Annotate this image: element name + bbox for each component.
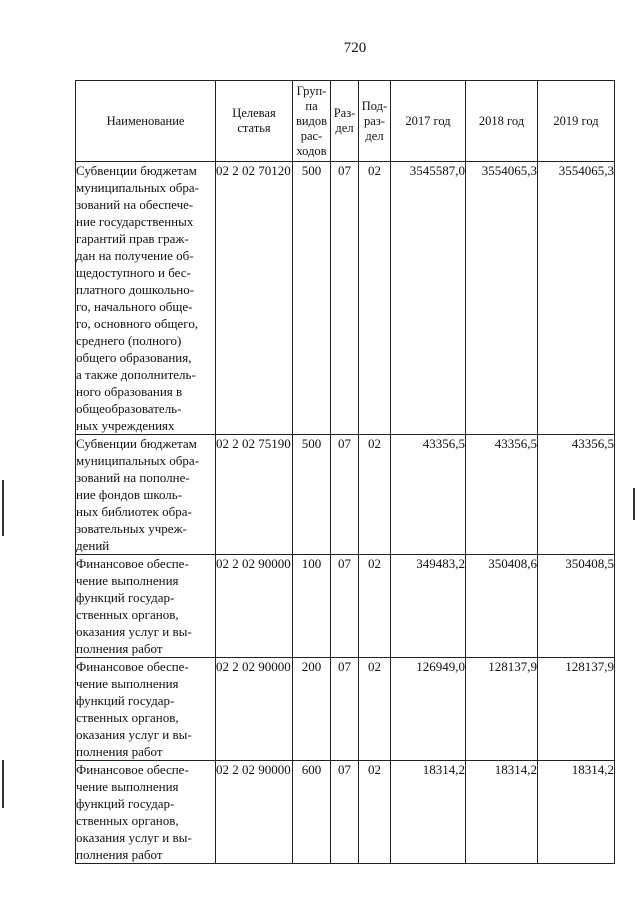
row-2017: 3545587,0 bbox=[391, 162, 466, 435]
table-row bbox=[76, 435, 615, 555]
row-name-line: ных библиотек обра- bbox=[76, 504, 192, 519]
header-line: Под- bbox=[361, 98, 388, 113]
row-2018: 3554065,3 bbox=[466, 162, 538, 435]
row-section: 07 bbox=[331, 435, 359, 555]
scan-edge-mark bbox=[633, 488, 635, 520]
row-2017: 43356,5 bbox=[391, 435, 466, 555]
row-section: 07 bbox=[331, 162, 359, 435]
row-name bbox=[76, 555, 216, 658]
row-group: 600 bbox=[293, 761, 331, 864]
row-group: 100 bbox=[293, 555, 331, 658]
row-name-line: оказания услуг и вы- bbox=[76, 727, 192, 742]
row-2017: 18314,2 bbox=[391, 761, 466, 864]
row-section: 07 bbox=[331, 761, 359, 864]
row-subsection: 02 bbox=[359, 162, 391, 435]
header-line: раз- bbox=[364, 113, 385, 128]
row-2018: 43356,5 bbox=[466, 435, 538, 555]
row-section: 07 bbox=[331, 555, 359, 658]
row-name-line: го, начального обще- bbox=[76, 299, 193, 314]
row-name-line: среднего (полного) bbox=[76, 333, 182, 348]
row-name-line: гарантий прав граж- bbox=[76, 231, 189, 246]
row-name-line: полнения работ bbox=[76, 641, 163, 656]
row-2019: 18314,2 bbox=[538, 761, 615, 864]
row-name-line: дений bbox=[76, 538, 110, 553]
header-target bbox=[216, 81, 293, 162]
scan-edge-mark bbox=[2, 760, 4, 808]
budget-table bbox=[75, 80, 615, 864]
row-name-line: Субвенции бюджетам bbox=[76, 163, 197, 178]
header-line: дел bbox=[365, 128, 384, 143]
row-target: 02 2 02 75190 bbox=[216, 435, 293, 555]
row-name-line: щедоступного и бес- bbox=[76, 265, 191, 280]
row-subsection: 02 bbox=[359, 761, 391, 864]
row-name-line: муниципальных обра- bbox=[76, 453, 199, 468]
header-section bbox=[331, 81, 359, 162]
row-2019: 128137,9 bbox=[538, 658, 615, 761]
row-section: 07 bbox=[331, 658, 359, 761]
row-name-line: функций государ- bbox=[76, 693, 175, 708]
row-2017: 349483,2 bbox=[391, 555, 466, 658]
header-group bbox=[293, 81, 331, 162]
row-name-line: оказания услуг и вы- bbox=[76, 624, 192, 639]
row-name-line: а также дополнитель- bbox=[76, 367, 196, 382]
header-line: рас- bbox=[300, 128, 323, 143]
row-name-line: Финансовое обеспе- bbox=[76, 659, 189, 674]
row-name-line: полнения работ bbox=[76, 847, 163, 862]
row-name-line: го, основного общего, bbox=[76, 316, 199, 331]
header-line: Раз- bbox=[333, 106, 356, 120]
row-group: 500 bbox=[293, 435, 331, 555]
row-name-line: ственных органов, bbox=[76, 710, 179, 725]
row-name-line: полнения работ bbox=[76, 744, 163, 759]
row-name bbox=[76, 435, 216, 555]
row-name-line: ственных органов, bbox=[76, 607, 179, 622]
row-2019: 43356,5 bbox=[538, 435, 615, 555]
row-name-line: дан на получение об- bbox=[76, 248, 194, 263]
row-name-line: ных учреждениях bbox=[76, 418, 175, 433]
row-name-line: чение выполнения bbox=[76, 676, 179, 691]
header-2017: 2017 год bbox=[391, 81, 466, 162]
row-subsection: 02 bbox=[359, 435, 391, 555]
row-group: 500 bbox=[293, 162, 331, 435]
row-name-line: ние государственных bbox=[76, 214, 194, 229]
row-name-line: чение выполнения bbox=[76, 779, 179, 794]
table-row bbox=[76, 761, 615, 864]
row-name-line: зовательных учреж- bbox=[76, 521, 187, 536]
row-2018: 128137,9 bbox=[466, 658, 538, 761]
scan-edge-mark bbox=[2, 480, 4, 536]
row-name-line: чение выполнения bbox=[76, 573, 179, 588]
row-name-line: ние фондов школь- bbox=[76, 487, 183, 502]
row-name bbox=[76, 761, 216, 864]
row-name-line: ственных органов, bbox=[76, 813, 179, 828]
row-group: 200 bbox=[293, 658, 331, 761]
row-2019: 3554065,3 bbox=[538, 162, 615, 435]
row-subsection: 02 bbox=[359, 658, 391, 761]
row-name-line: Финансовое обеспе- bbox=[76, 762, 189, 777]
row-target: 02 2 02 70120 bbox=[216, 162, 293, 435]
page-number: 720 bbox=[343, 40, 367, 56]
header-2019: 2019 год bbox=[538, 81, 615, 162]
row-name-line: функций государ- bbox=[76, 590, 175, 605]
header-subsection bbox=[359, 81, 391, 162]
row-name-line: функций государ- bbox=[76, 796, 175, 811]
row-target: 02 2 02 90000 bbox=[216, 555, 293, 658]
row-2018: 18314,2 bbox=[466, 761, 538, 864]
header-line: Целевая bbox=[232, 106, 276, 120]
header-line: статья bbox=[237, 121, 271, 135]
row-name-line: Субвенции бюджетам bbox=[76, 436, 197, 451]
row-target: 02 2 02 90000 bbox=[216, 658, 293, 761]
row-name bbox=[76, 162, 216, 435]
table-header-row bbox=[76, 81, 615, 162]
row-name bbox=[76, 658, 216, 761]
row-subsection: 02 bbox=[359, 555, 391, 658]
row-name-line: платного дошкольно- bbox=[76, 282, 195, 297]
table-row bbox=[76, 162, 615, 435]
header-line: ходов bbox=[296, 143, 327, 158]
row-name-line: муниципальных обра- bbox=[76, 180, 199, 195]
row-name-line: общего образования, bbox=[76, 350, 192, 365]
row-name-line: зований на обеспече- bbox=[76, 197, 194, 212]
header-name: Наименование bbox=[76, 81, 216, 162]
row-target: 02 2 02 90000 bbox=[216, 761, 293, 864]
header-line: дел bbox=[335, 121, 354, 135]
row-2017: 126949,0 bbox=[391, 658, 466, 761]
row-name-line: зований на пополне- bbox=[76, 470, 190, 485]
row-name-line: ного образования в bbox=[76, 384, 183, 399]
table-row bbox=[76, 555, 615, 658]
header-2018: 2018 год bbox=[466, 81, 538, 162]
header-line: па bbox=[305, 98, 318, 113]
header-line: видов bbox=[295, 113, 328, 128]
row-2019: 350408,5 bbox=[538, 555, 615, 658]
row-name-line: общеобразователь- bbox=[76, 401, 182, 416]
table-row bbox=[76, 658, 615, 761]
row-name-line: оказания услуг и вы- bbox=[76, 830, 192, 845]
row-2018: 350408,6 bbox=[466, 555, 538, 658]
row-name-line: Финансовое обеспе- bbox=[76, 556, 189, 571]
table-body bbox=[76, 162, 615, 864]
header-line: Груп- bbox=[296, 83, 327, 98]
